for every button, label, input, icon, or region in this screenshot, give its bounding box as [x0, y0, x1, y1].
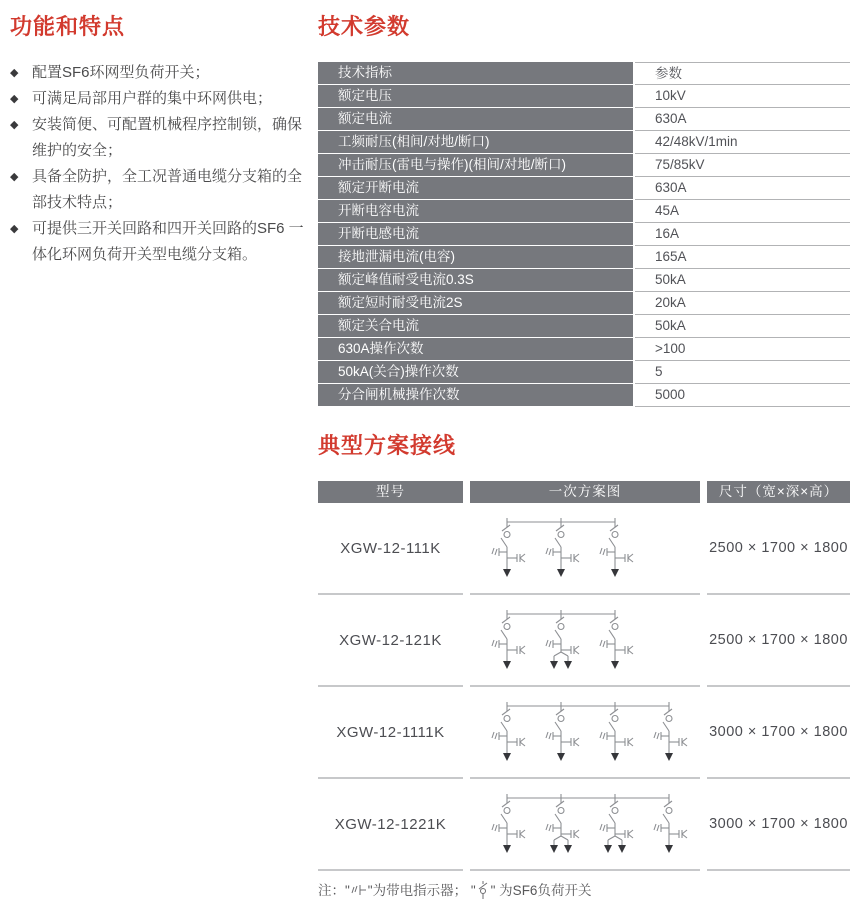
param-value-cell: 50kA — [635, 315, 850, 338]
feature-text: 可提供三开关回路和四开关回路的SF6 一体化环网负荷开关型电缆分支箱。 — [32, 220, 304, 263]
param-value-cell: 20kA — [635, 292, 850, 315]
param-label-cell: 额定关合电流 — [318, 315, 633, 338]
scheme-size: 2500 × 1700 × 1800 — [709, 540, 848, 556]
param-label-cell: 额定短时耐受电流2S — [318, 292, 633, 315]
param-label-cell: 50kA(关合)操作次数 — [318, 361, 633, 384]
feature-text: 安装简便、可配置机械程序控制锁，确保维护的安全； — [32, 116, 303, 159]
features-section — [10, 14, 310, 268]
param-label-cell: 分合闸机械操作次数 — [318, 384, 633, 407]
footnote-text: 注：" — [318, 882, 350, 898]
scheme-size-cell — [707, 503, 850, 595]
param-row — [318, 85, 850, 108]
feature-item — [10, 216, 310, 268]
param-value-cell: 参数 — [635, 62, 850, 85]
scheme-model: XGW-12-111K — [340, 539, 441, 557]
param-label-cell: 技术指标 — [318, 62, 633, 85]
one-line-scheme-diagram — [470, 699, 700, 765]
feature-text: 配置SF6环网型负荷开关； — [32, 64, 210, 81]
param-row — [318, 177, 850, 200]
param-value-cell: 42/48kV/1min — [635, 131, 850, 154]
param-value-cell: 16A — [635, 223, 850, 246]
param-label-cell: 额定峰值耐受电流0.3S — [318, 269, 633, 292]
param-value-cell: 10kV — [635, 85, 850, 108]
scheme-row — [318, 595, 850, 687]
feature-item — [10, 60, 310, 86]
scheme-diagram-cell — [470, 687, 700, 779]
param-row — [318, 269, 850, 292]
bullet-diamond-icon: ◆ — [10, 119, 19, 131]
sf6-switch-icon — [477, 881, 490, 900]
param-row — [318, 246, 850, 269]
right-column — [318, 14, 850, 900]
param-row — [318, 154, 850, 177]
scheme-model-cell — [318, 503, 463, 595]
one-line-scheme-diagram — [470, 515, 700, 581]
param-value-cell: 5 — [635, 361, 850, 384]
bullet-diamond-icon: ◆ — [10, 93, 19, 105]
param-label-cell: 工频耐压(相间/对地/断口) — [318, 131, 633, 154]
param-row — [318, 131, 850, 154]
param-value-cell: 630A — [635, 108, 850, 131]
param-label-cell: 冲击耐压(雷电与操作)(相间/对地/断口) — [318, 154, 633, 177]
param-value-cell: 50kA — [635, 269, 850, 292]
param-value-cell: 45A — [635, 200, 850, 223]
feature-text: 可满足局部用户群的集中环网供电； — [32, 90, 273, 107]
param-row — [318, 384, 850, 407]
scheme-size: 2500 × 1700 × 1800 — [709, 632, 848, 648]
feature-item — [10, 164, 310, 216]
param-value-cell: 630A — [635, 177, 850, 200]
feature-item — [10, 112, 310, 164]
param-label-cell: 接地泄漏电流(电容) — [318, 246, 633, 269]
scheme-model-cell — [318, 687, 463, 779]
scheme-row — [318, 687, 850, 779]
param-label-cell: 额定开断电流 — [318, 177, 633, 200]
footnote — [318, 881, 850, 900]
scheme-model-cell — [318, 595, 463, 687]
scheme-size-cell — [707, 687, 850, 779]
scheme-diagram-cell — [470, 595, 700, 687]
scheme-model-cell — [318, 779, 463, 871]
param-value-cell: >100 — [635, 338, 850, 361]
param-row — [318, 338, 850, 361]
schemes-title: 典型方案接线 — [318, 433, 457, 458]
schemes-header-cell: 型号 — [318, 481, 463, 503]
schemes-table-body — [318, 503, 850, 871]
param-row — [318, 223, 850, 246]
feature-item — [10, 86, 310, 112]
param-label-cell: 额定电压 — [318, 85, 633, 108]
bullet-diamond-icon: ◆ — [10, 223, 19, 235]
bullet-diamond-icon: ◆ — [10, 171, 19, 183]
scheme-model: XGW-12-1111K — [336, 723, 445, 741]
scheme-diagram-cell — [470, 779, 700, 871]
one-line-scheme-diagram — [470, 607, 700, 673]
scheme-size: 3000 × 1700 × 1800 — [709, 724, 848, 740]
footnote-text: " 为SF6负荷开关 — [490, 882, 592, 898]
scheme-row — [318, 779, 850, 871]
param-row — [318, 292, 850, 315]
param-label-cell: 开断电容电流 — [318, 200, 633, 223]
scheme-model: XGW-12-121K — [339, 631, 442, 649]
feature-text: 具备全防护，全工况普通电缆分支箱的全部技术特点； — [32, 168, 303, 211]
schemes-header-cell: 一次方案图 — [470, 481, 700, 503]
param-label-cell: 开断电感电流 — [318, 223, 633, 246]
footnote-text: "为带电指示器； " — [367, 882, 476, 898]
param-row — [318, 62, 850, 85]
param-row — [318, 200, 850, 223]
bullet-diamond-icon: ◆ — [10, 67, 19, 79]
scheme-model: XGW-12-1221K — [334, 815, 447, 833]
scheme-size: 3000 × 1700 × 1800 — [709, 816, 848, 832]
param-value-cell: 5000 — [635, 384, 850, 407]
schemes-header-cell: 尺寸（宽×深×高） — [707, 481, 850, 503]
param-label-cell: 630A操作次数 — [318, 338, 633, 361]
param-value-cell: 165A — [635, 246, 850, 269]
param-row — [318, 361, 850, 384]
params-table — [318, 62, 850, 407]
scheme-size-cell — [707, 595, 850, 687]
features-list — [10, 60, 310, 268]
param-label-cell: 额定电流 — [318, 108, 633, 131]
tech-params-title: 技术参数 — [318, 14, 411, 39]
scheme-diagram-cell — [470, 503, 700, 595]
one-line-scheme-diagram — [470, 791, 700, 857]
features-title: 功能和特点 — [10, 14, 126, 39]
scheme-size-cell — [707, 779, 850, 871]
param-row — [318, 315, 850, 338]
schemes-table-header — [318, 481, 850, 503]
param-value-cell: 75/85kV — [635, 154, 850, 177]
live-indicator-icon — [351, 883, 367, 898]
param-row — [318, 108, 850, 131]
scheme-row — [318, 503, 850, 595]
